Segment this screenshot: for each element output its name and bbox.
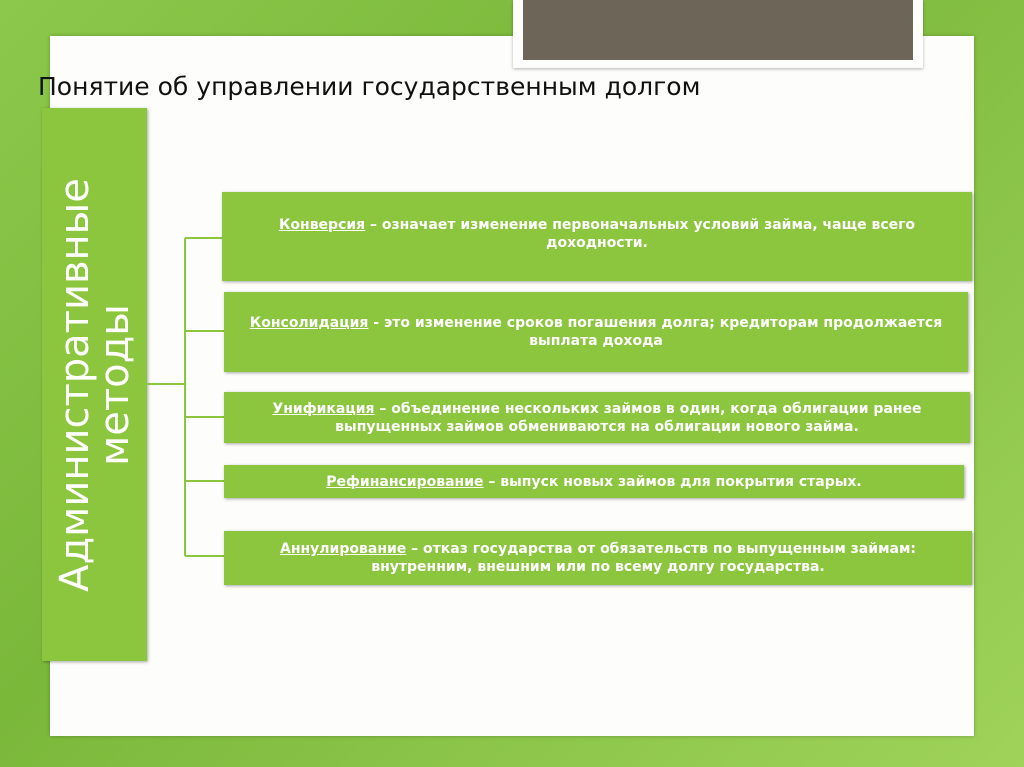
method-text xyxy=(230,540,966,576)
method-box-unification xyxy=(224,392,970,443)
method-term: Аннулирование xyxy=(280,541,407,557)
category-label: Административные методы xyxy=(51,177,138,592)
method-description: – объединение нескольких займов в один, когда облигации ранее выпущенных займов обмениваются на облигации нового займа. xyxy=(335,400,922,435)
page-title: Понятие об управлении государственным долгом xyxy=(38,72,701,101)
method-description: – выпуск новых займов для покрытия старых. xyxy=(483,473,862,490)
method-term: Унификация xyxy=(272,400,375,417)
method-box-annulment xyxy=(224,531,972,585)
method-box-consolidation xyxy=(224,292,968,372)
method-text xyxy=(230,400,964,436)
method-box-conversion xyxy=(222,192,972,281)
method-box-refinancing xyxy=(224,465,964,498)
method-term: Конверсия xyxy=(278,217,366,233)
method-term: Рефинансирование xyxy=(326,473,484,490)
method-description: – отказ государства от обязательств по выпущенным займам: внутренним, внешним или по всему долгу государства. xyxy=(371,541,916,575)
method-text xyxy=(228,216,966,252)
method-description: - это изменение сроков погашения долга; кредиторам продолжается выплата дохода xyxy=(368,315,943,349)
method-text xyxy=(230,314,962,350)
method-text xyxy=(230,473,958,491)
method-description: – означает изменение первоначальных условий займа, чаще всего доходности. xyxy=(365,217,916,251)
method-term: Консолидация xyxy=(249,315,369,331)
